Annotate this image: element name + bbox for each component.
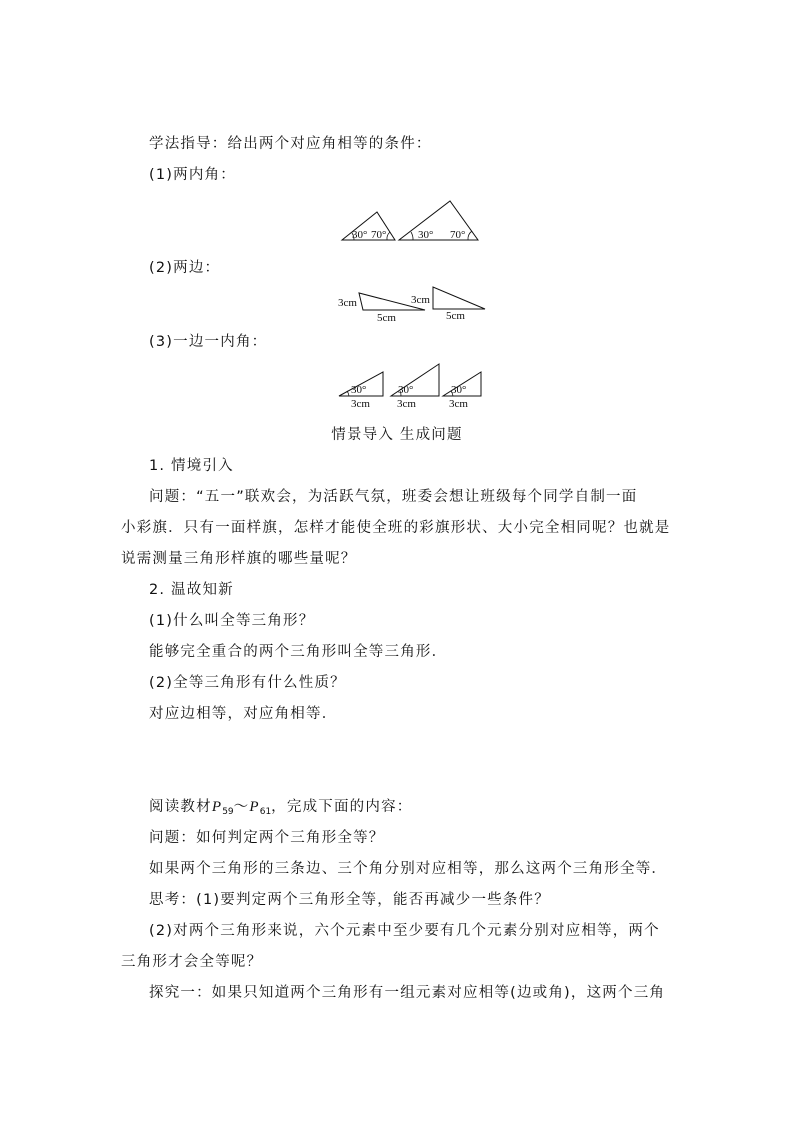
- triangle-sa-2: [391, 364, 439, 410]
- side-5cm-label-b: 5cm: [446, 310, 465, 322]
- explore-1: 探究一：如果只知道两个三角形有一组元素对应相等(边或角)，这两个三角: [149, 985, 666, 1001]
- think-2-line-2: 三角形才会全等呢？: [121, 954, 263, 970]
- think-1: 思考：(1)要判定两个三角形全等，能否再减少一些条件？: [149, 892, 550, 908]
- side-5cm-label-a: 5cm: [377, 312, 396, 324]
- small-angle-70-label: 70°: [371, 229, 387, 241]
- reading-statement: 如果两个三角形的三条边、三个角分别对应相等，那么这两个三角形全等．: [149, 861, 668, 877]
- triangle-sa-1: [339, 372, 383, 410]
- sa1-angle-label: 30°: [351, 384, 367, 396]
- side-3cm-label-a: 3cm: [338, 297, 357, 309]
- small-angle-30-label: 30°: [352, 229, 368, 241]
- part1-heading: 1. 情境引入: [149, 458, 234, 474]
- page-range-tilde: ～: [233, 799, 250, 815]
- section-heading: 情景导入 生成问题: [331, 427, 463, 443]
- page-start-number: 59: [222, 807, 234, 817]
- sa1-side-label: 3cm: [351, 398, 370, 410]
- sa2-side-label: 3cm: [397, 398, 416, 410]
- part1-line-1: 问题：“五一”联欢会，为活跃气氛，班委会想让班级每个同学自制一面: [149, 489, 638, 505]
- part2-heading: 2. 温故知新: [149, 582, 234, 598]
- large-angle-70-label: 70°: [450, 229, 466, 241]
- triangle-sides-b: [411, 287, 485, 322]
- page-start-letter: P: [211, 799, 223, 815]
- large-angle-30-label: 30°: [418, 229, 434, 241]
- guide-title: 学法指导：给出两个对应角相等的条件：: [149, 136, 432, 152]
- triangle-small: [342, 212, 395, 241]
- part2-question-2: (2)全等三角形有什么性质？: [149, 675, 346, 691]
- reading-question: 问题：如何判定两个三角形全等？: [149, 830, 385, 846]
- part2-question-1: (1)什么叫全等三角形？: [149, 613, 315, 629]
- sa3-angle-label: 30°: [451, 384, 467, 396]
- part1-line-3: 说需测量三角形样旗的哪些量呢？: [121, 551, 357, 567]
- figure-two-sides: [335, 283, 490, 325]
- case-two-angles: (1)两内角：: [149, 167, 236, 183]
- part2-answer-1: 能够完全重合的两个三角形叫全等三角形．: [149, 644, 448, 660]
- sa3-side-label: 3cm: [449, 398, 468, 410]
- case-side-angle: (3)一边一内角：: [149, 334, 268, 350]
- part1-line-2: 小彩旗．只有一面样旗，怎样才能使全班的彩旗形状、大小完全相同呢？也就是: [121, 520, 671, 536]
- triangle-sa-3: [443, 372, 481, 410]
- side-3cm-label-b: 3cm: [411, 294, 430, 306]
- part2-answer-2: 对应边相等，对应角相等．: [149, 706, 338, 722]
- reading-instruction: [149, 797, 412, 822]
- figure-two-angles: [335, 196, 485, 246]
- figure-side-angle: [335, 360, 490, 410]
- reading-suffix: ，完成下面的内容：: [271, 799, 413, 815]
- page-end-number: 61: [259, 807, 272, 817]
- case-two-sides: (2)两边：: [149, 260, 221, 276]
- sa2-angle-label: 30°: [398, 384, 414, 396]
- think-2-line-1: (2)对两个三角形来说，六个元素中至少要有几个元素分别对应相等，两个: [149, 923, 660, 939]
- triangle-large: [399, 201, 478, 241]
- reading-prefix: 阅读教材: [149, 799, 212, 815]
- page-end-letter: P: [249, 799, 260, 815]
